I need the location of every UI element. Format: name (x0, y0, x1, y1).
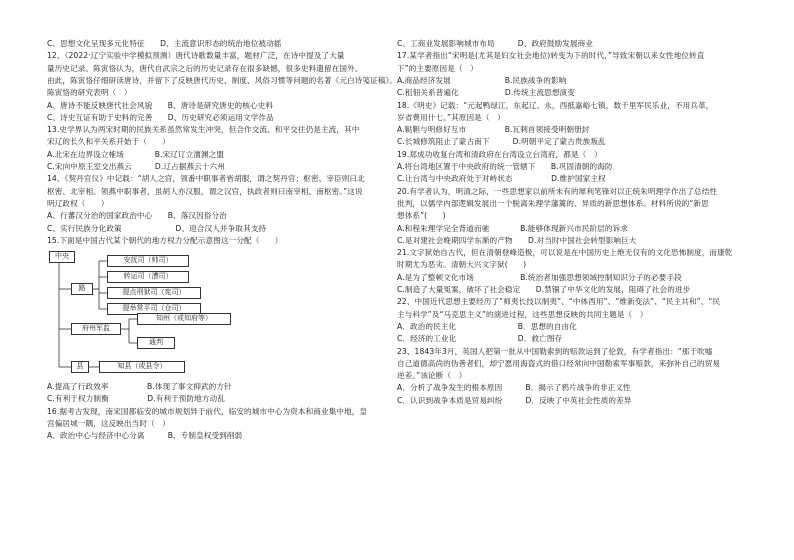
text-line: 岁省费用什七。”其原因是（ ） (397, 112, 505, 122)
text-line: 19.郑成功收复台湾和清政府在台湾设立台湾府，都是（ ） (397, 149, 602, 159)
text-line: 批判，以儒学内部逻辑发展出一个脱离朱理学藩篱的、异质的新思想体系。材料所说的“新思 (397, 198, 709, 208)
text-line: A.鞑靼与明修好互市 B.瓦剌首领接受明朝册封 (397, 125, 590, 135)
central-box: 中央 (49, 251, 75, 263)
text-line: C.是对建社会晚期四学东渐的产物 D.对当时中国社会转型影响巨大 (397, 235, 637, 245)
text-line: C、实行民族分化政策 D、迎合汉人并争取其支持 (47, 223, 267, 233)
text-line: 20.有学者认为，明清之际，一些思想家以前所未有的犀利笔锋对以正统朱明理学作出了总结性 (397, 186, 718, 196)
text-line: C.宋向中原王室交出燕云 D.辽占据燕云十六州 (47, 162, 225, 171)
text-line: A.商品经济发展 B.民族战争的影响 (397, 75, 567, 85)
text-line: A.提高了行政效率 B.体现了事文抑武的方针 (47, 382, 232, 392)
text-line: 23、1843年3月，英国人把第一批从中国勒索到的赔款运到了伦敦，有学者指出：“那于吹嘘 (397, 346, 713, 356)
zhizhou-box: 知州（或知府等） (137, 313, 231, 325)
text-line: C．认识到战争本质是贸易纠纷 D．反映了中英社会性质的差异 (397, 395, 632, 405)
tongpan-box: 通判 (137, 337, 175, 349)
text-line: 主与科学”及“马克思主义”的演进过程，这些思想反映的共同主题是（ ） (397, 309, 648, 319)
text-line: 由此，陈寅恪仔细研读唐诗，并留下了反映唐代历史、制度、风俗习惯等问题的名著《元白诗笺证稿》。 (47, 75, 398, 85)
text-line: A．政治的民主化 B．思想的自由化 (397, 321, 577, 331)
text-line: 15.下面是中国古代某个朝代的地方权力分配示意图这一分配（ ） (47, 235, 283, 245)
text-line: 自己道德高尚的伪善者们，却宁愿用海盗式的借口经常向中国勒索军事赔款，来弥补自己的贸易 (397, 358, 721, 368)
text-line: C.制造了大量冤案，破坏了社会稳定 D.禁锢了中华文化的发展，阻碍了社会的进步 (397, 285, 691, 294)
power-distribution-diagram (47, 249, 257, 381)
text-line: C.有利于权力制衡 D.有利于预防地方动乱 (47, 394, 225, 404)
text-line: A.是为了整顿文化市场 B.统治者加强思想领域控制知识分子的必要手段 (397, 272, 682, 282)
text-line: A.北宋在边界设立榷场 B.宋辽订立澶渊之盟 (47, 149, 225, 159)
text-line: 16.据考古发现，南宋国都临安的城市规划异于前代，临安的城市中心为资本和商业集中地，皇 (47, 406, 368, 416)
zhuanyun-box: 转运司（漕司） (107, 271, 189, 283)
text-line: 21.文字狱始自古代，但在清朝登峰造极，可以说是在中国历史上绝无仅有的文化恐怖制度，而康乾 (397, 248, 733, 258)
prefecture-box: 府州军监 (71, 323, 121, 335)
text-line: 时期尤为恶劣。清朝大兴文字狱( ) (397, 260, 527, 270)
text-line: A、唐诗不能反映唐代社会风貌 B、唐诗是研究唐史的核心史料 (47, 100, 274, 110)
text-line: C.让台湾与中央政府处于对峙状态 D.维护国家主权 (397, 174, 606, 184)
text-line: C、工商业发展影响城市布局 D、政府鼓励发展商业 (397, 39, 593, 48)
text-line: 14、《契丹官仪》中记载：“胡人之官，领番中职事者皆胡服，谓之契丹官；枢密、宰臣则曰北 (47, 174, 365, 184)
tiju-box: 提举常平司（仓司） (107, 303, 201, 315)
text-line: A.将台湾地区置于中央政府的统一管辖下 B.巩固清朝的海防 (397, 162, 613, 171)
text-line: 下”的主要原因是（ ） (397, 63, 478, 73)
zhixian-box: 知县（或县令） (99, 361, 185, 373)
text-line: C、思想文化呈现多元化特征 D、主流意识形态的统治地位被动摇 (47, 39, 282, 48)
text-line: A、政治中心与经济中心分离 B、专制皇权受到削弱 (47, 431, 243, 441)
text-line: 陈寅恪的研究表明（ ） (47, 88, 132, 98)
text-line: C.长城修筑阻止了蒙古南下 D.明朝平定了蒙古贵族叛乱 (397, 137, 606, 147)
text-line: 宋辽的长久和平关系开始于（ ） (47, 137, 171, 147)
text-line: 逆差。”该论断（ ） (397, 371, 467, 381)
text-line: A．分析了战争发生的根本原因 B．揭示了鸦片战争的非正义性 (397, 383, 631, 393)
text-line: 宫偏居城一隅，这反映出当时（ ） (47, 419, 171, 428)
tixing-box: 提点刑狱司（宪司） (107, 287, 201, 299)
county-box: 县 (71, 361, 89, 373)
text-line: 明辽政权（ ） (47, 198, 109, 208)
route-box: 路 (71, 283, 93, 295)
text-line: C、诗史互证有助于史料的完善 D、历史研究必须运用文学作品 (47, 112, 274, 122)
text-line: 13.史学界认为两宋时期的民族关系虽然常发生冲突，但合作交流、和平交往仍是主流，其中 (47, 125, 360, 135)
text-line: C．经济的工业化 D．救亡图存 (397, 334, 563, 344)
text-line: 想体系”( ) (397, 211, 446, 221)
text-line: A、行蕃汉分治的国家政治中心 B、落汉因俗分治 (47, 211, 227, 221)
text-line: 18.《明史》记载：“元起鸭绿江，东起辽、永，西抵嘉峪七镇，数千里军民乐业，不用兵革， (397, 100, 714, 110)
text-line: 量历史记录。陈寅恪认为，唐代自武宗之后的历史记录存在很多缺憾，很多史料遗留在国外。 (47, 63, 363, 73)
text-line: 17.某学者指出“宋明是(尤其是妇女社会地位)转变为下的时代，”导致宋朝以来女性地位转直 (397, 51, 705, 61)
text-line: 12、（2022·辽宁实验中学模拟预测）唐代诗歌数量丰富，题材广泛，在诗中提及了大量 (47, 51, 345, 61)
text-line: 22、中国近代思想主要经历了“师夷长技以制夷”、“中体西用”、“维新变法”、“民主共和”、“民 (397, 297, 721, 307)
text-line: A.和程朱理学完全背道而驰 B.能够体现新兴市民阶层的诉求 (397, 223, 628, 233)
anfu-box: 安抚司（帅司） (107, 255, 189, 267)
text-line: C.租佃关系普遍化 D.传统主流思想演变 (397, 88, 575, 98)
text-line: 枢密、北宰相。领燕中职事者，虽胡人亦汉服，谓之汉官，执政者则曰南宰相、南枢密。”这说 (47, 186, 363, 196)
